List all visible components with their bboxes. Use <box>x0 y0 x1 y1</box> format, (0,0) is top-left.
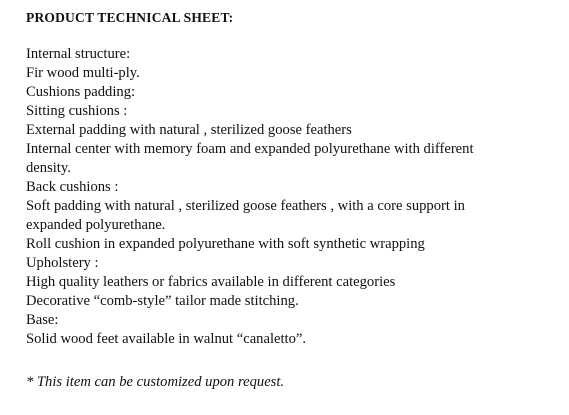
spec-lines <box>26 45 562 349</box>
technical-sheet <box>26 8 562 392</box>
spec-line: Back cushions : <box>26 179 119 195</box>
spec-line: Cushions padding: <box>26 84 136 100</box>
spec-line: Internal structure: <box>26 46 131 62</box>
spec-line: Decorative “comb-style” tailor made stitching. <box>26 293 299 309</box>
spec-line: External padding with natural , sterilized goose feathers <box>26 122 352 138</box>
customization-note: * This item can be customized upon request. <box>26 374 285 390</box>
spec-line: Internal center with memory foam and expanded polyurethane with different <box>26 141 474 157</box>
spec-line: Roll cushion in expanded polyurethane with soft synthetic wrapping <box>26 236 425 252</box>
spec-line: Upholstery : <box>26 255 99 271</box>
sheet-heading: PRODUCT TECHNICAL SHEET: <box>26 10 234 25</box>
spec-line: Base: <box>26 312 59 328</box>
spec-line: High quality leathers or fabrics available in different categories <box>26 274 396 290</box>
spec-line: density. <box>26 160 71 176</box>
spec-line: Sitting cushions : <box>26 103 128 119</box>
spec-line: Soft padding with natural , sterilized goose feathers , with a core support in <box>26 198 465 214</box>
spec-line: Solid wood feet available in walnut “canaletto”. <box>26 331 307 347</box>
spec-line: expanded polyurethane. <box>26 217 166 233</box>
spec-line: Fir wood multi-ply. <box>26 65 140 81</box>
